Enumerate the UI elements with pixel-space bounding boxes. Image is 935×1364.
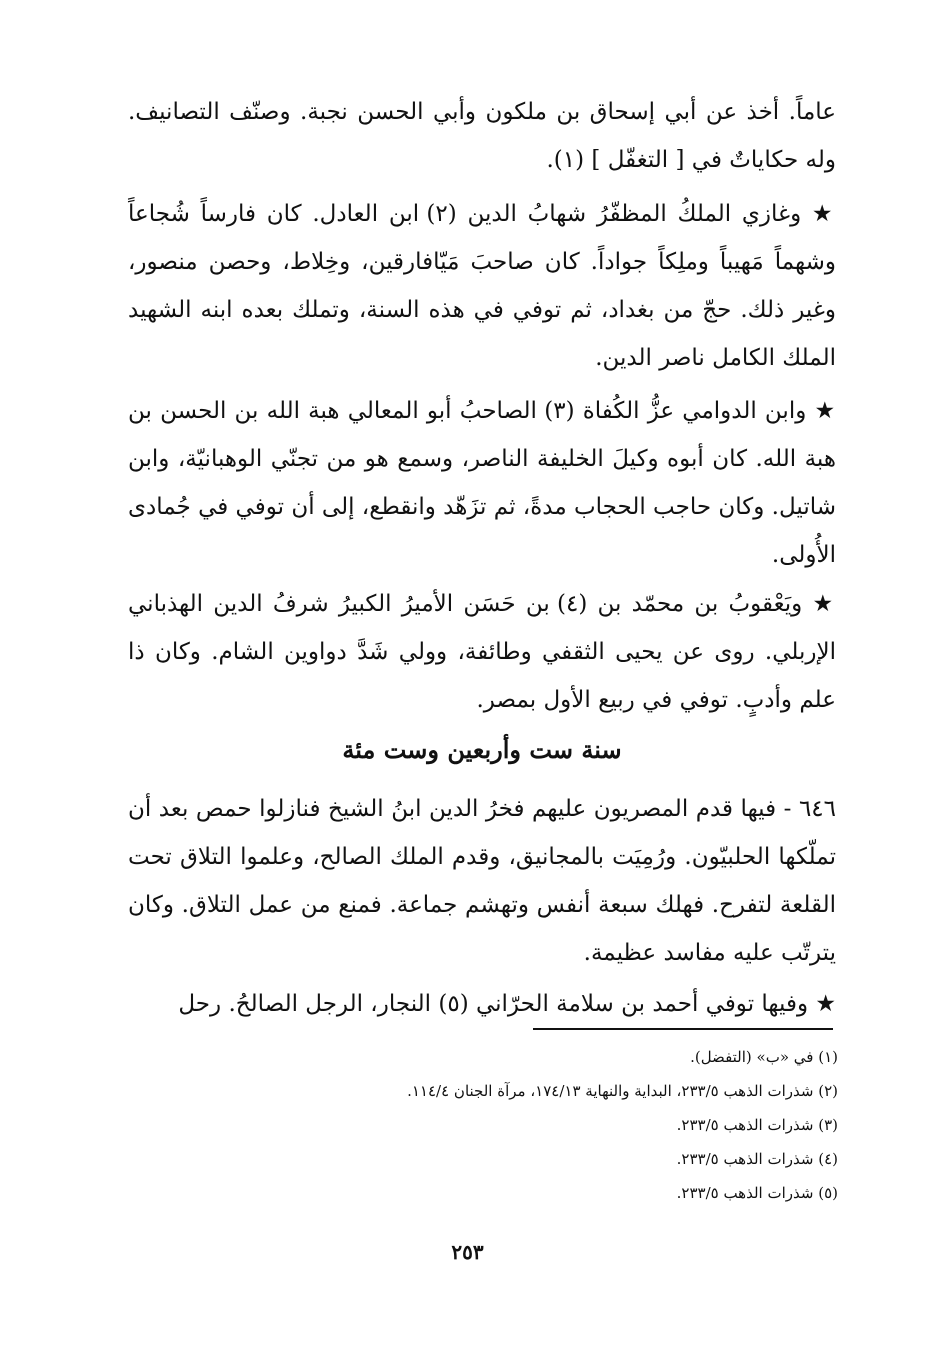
footnote-5: (٥) شذرات الذهب ٢٣٣/٥. xyxy=(676,1184,838,1202)
paragraph-continuation: عاماً. أخذ عن أبي إسحاق بن ملكون وأبي الحسن نجبة. وصنّف التصانيف. وله حكاياتٌ في [ التغفّل ] (١). xyxy=(128,99,836,173)
paragraph-ghazi-entry: ★ وغازي الملكُ المظفّرُ شهابُ الدين (٢) ابن العادل. كان فارساً شُجاعاً وشهماً مَهيباً وملِكاً جواداً. كان صاحبَ مَيّافارقين، وخِلاط، وحصن منصور، وغير ذلك. حجّ من بغداد، ثم توفي في هذه السنة، وتملك بعده ابنه الشهيد الملك الكامل ناصر الدين. xyxy=(128,201,836,371)
paragraph-ahmad-entry: ★ وفيها توفي أحمد بن سلامة الحرّاني (٥) النجار، الرجل الصالحُ. رحل xyxy=(178,991,836,1017)
footnote-1: (١) في «ب» (التفضل). xyxy=(690,1048,838,1066)
paragraph-yaqub-entry: ★ ويَعْقوبُ بن محمّد بن (٤) بن حَسَن الأميرُ الكبيرُ شرفُ الدين الهذباني الإربلي. روى عن يحيى الثقفي وطائفة، وولي شَدَّ دواوين الشام. وكان ذا علم وأدبٍ. توفي في ربيع الأول بمصر. xyxy=(128,591,836,713)
page-number: ٢٥٣ xyxy=(451,1240,484,1264)
footnotes xyxy=(220,1040,838,1210)
footnote-4: (٤) شذرات الذهب ٢٣٣/٥. xyxy=(676,1150,838,1168)
footnote-3: (٣) شذرات الذهب ٢٣٣/٥. xyxy=(676,1116,838,1134)
footnote-divider xyxy=(533,1028,833,1030)
year-heading: سنة ست وأربعين وست مئة xyxy=(342,735,622,764)
paragraph-ibn-aldawami-entry: ★ وابن الدوامي عزُّ الكُفاة (٣) الصاحبُ أبو المعالي هبة الله بن الحسن بن هبة الله. كان أبوه وكيلَ الخليفة الناصر، وسمع هو من تجنّي الوهبانيّة، وابن شاتيل. وكان حاجب الحجاب مدةً، ثم تزَهّد وانقطع، إلى أن توفي في جُمادى الأُولى. xyxy=(128,398,837,568)
paragraph-year-events: ٦٤٦ - فيها قدم المصريون عليهم فخرُ الدين ابنُ الشيخ فنازلوا حمص بعد أن تملّكها الحلبيّون. ورُمِيَت بالمجانيق، وقدم الملك الصالح، وعلموا التلاق تحت القلعة لتفرح. فهلك سبعة أنفس وتهشم جماعة. فمنع من عمل التلاق. وكان يترتّب عليه مفاسد عظيمة. xyxy=(128,796,836,966)
footnote-2: (٢) شذرات الذهب ٢٣٣/٥، البداية والنهاية ١٧٤/١٣، مرآة الجنان ١١٤/٤. xyxy=(407,1082,838,1100)
